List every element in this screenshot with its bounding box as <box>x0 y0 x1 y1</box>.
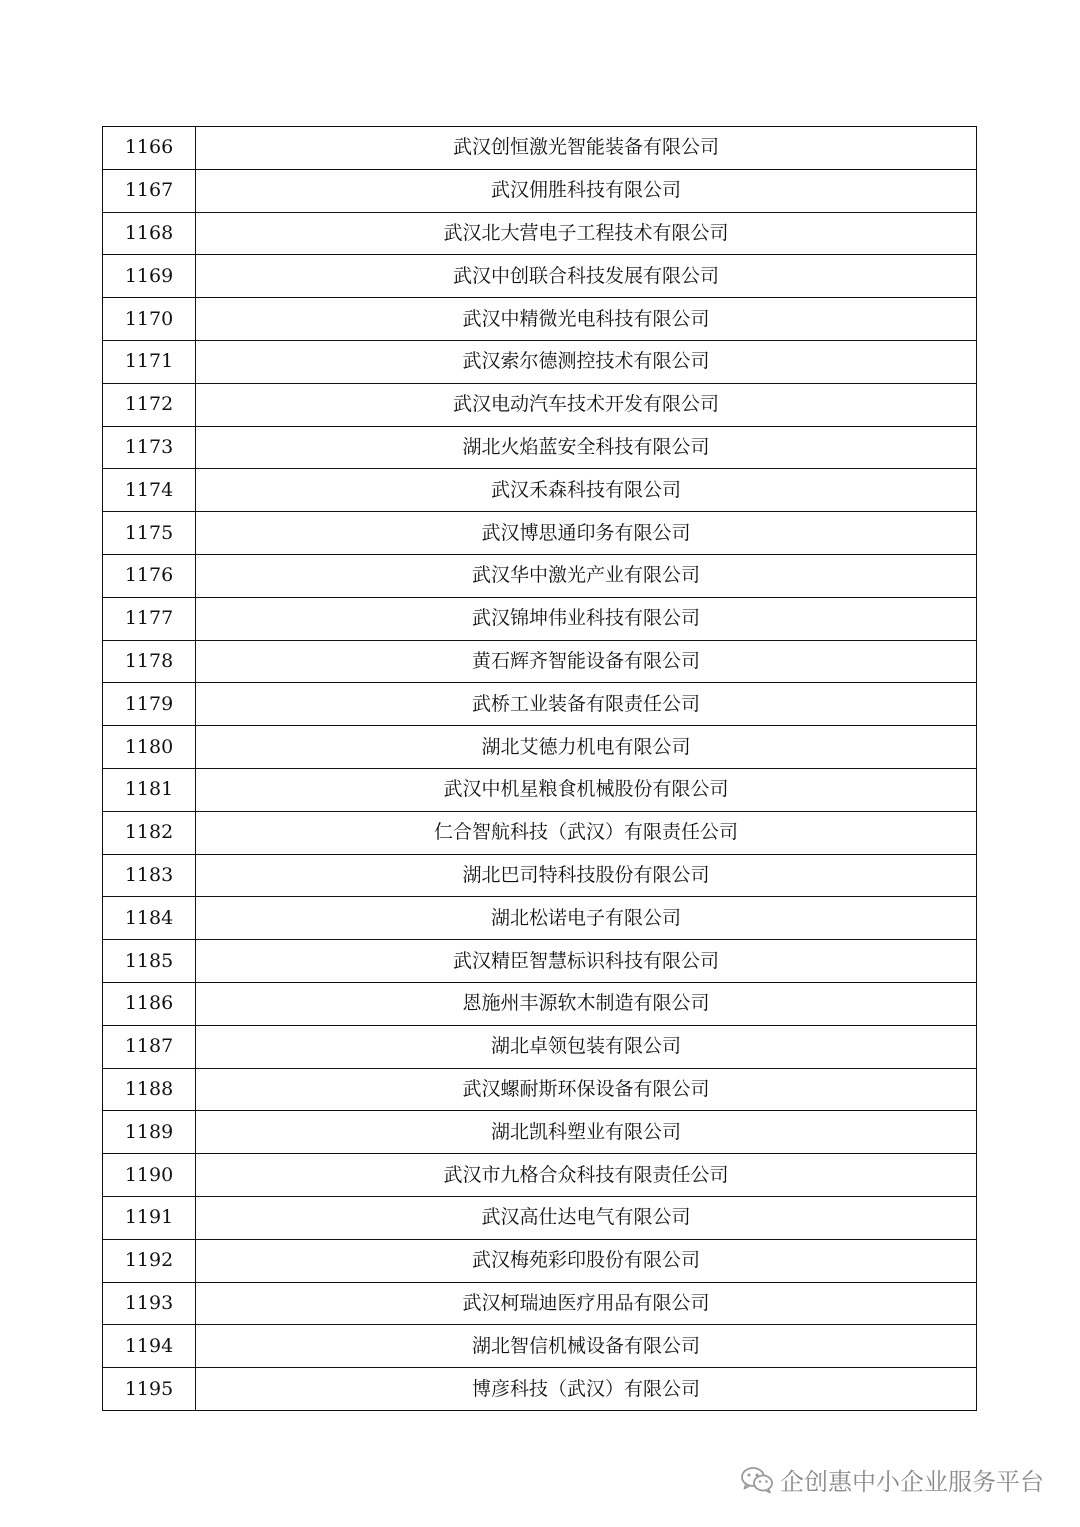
company-name: 武汉博思通印务有限公司 <box>196 512 977 555</box>
company-name: 武汉中创联合科技发展有限公司 <box>196 255 977 298</box>
row-number: 1195 <box>103 1368 196 1411</box>
row-number: 1188 <box>103 1068 196 1111</box>
company-name: 武汉电动汽车技术开发有限公司 <box>196 383 977 426</box>
row-number: 1194 <box>103 1325 196 1368</box>
table-row <box>103 1196 977 1239</box>
company-name: 武汉梅苑彩印股份有限公司 <box>196 1239 977 1282</box>
table-row <box>103 469 977 512</box>
row-number: 1175 <box>103 512 196 555</box>
row-number: 1176 <box>103 554 196 597</box>
table-row <box>103 683 977 726</box>
table-row <box>103 982 977 1025</box>
company-name: 武桥工业装备有限责任公司 <box>196 683 977 726</box>
row-number: 1177 <box>103 597 196 640</box>
table-row <box>103 426 977 469</box>
company-name: 湖北智信机械设备有限公司 <box>196 1325 977 1368</box>
table-row <box>103 1111 977 1154</box>
row-number: 1167 <box>103 169 196 212</box>
row-number: 1172 <box>103 383 196 426</box>
watermark-text: 企创惠中小企业服务平台 <box>780 1468 1044 1496</box>
table-row <box>103 640 977 683</box>
table-row <box>103 298 977 341</box>
table-row <box>103 554 977 597</box>
company-name: 湖北凯科塑业有限公司 <box>196 1111 977 1154</box>
table-row <box>103 897 977 940</box>
row-number: 1178 <box>103 640 196 683</box>
table-row <box>103 1154 977 1197</box>
table-row <box>103 811 977 854</box>
company-name: 武汉佣胜科技有限公司 <box>196 169 977 212</box>
company-name: 武汉中精微光电科技有限公司 <box>196 298 977 341</box>
row-number: 1190 <box>103 1154 196 1197</box>
table-row <box>103 726 977 769</box>
table-row <box>103 383 977 426</box>
row-number: 1183 <box>103 854 196 897</box>
company-name: 武汉柯瑞迪医疗用品有限公司 <box>196 1282 977 1325</box>
row-number: 1169 <box>103 255 196 298</box>
company-name: 武汉华中激光产业有限公司 <box>196 554 977 597</box>
table-row <box>103 1239 977 1282</box>
table-row <box>103 169 977 212</box>
row-number: 1166 <box>103 127 196 170</box>
company-name: 湖北火焰蓝安全科技有限公司 <box>196 426 977 469</box>
company-name: 武汉锦坤伟业科技有限公司 <box>196 597 977 640</box>
row-number: 1184 <box>103 897 196 940</box>
row-number: 1171 <box>103 340 196 383</box>
wechat-icon <box>740 1466 774 1494</box>
company-name: 武汉中机星粮食机械股份有限公司 <box>196 768 977 811</box>
company-name: 武汉禾森科技有限公司 <box>196 469 977 512</box>
table-row <box>103 1282 977 1325</box>
row-number: 1170 <box>103 298 196 341</box>
row-number: 1187 <box>103 1025 196 1068</box>
row-number: 1174 <box>103 469 196 512</box>
table-row <box>103 1025 977 1068</box>
table-row <box>103 1068 977 1111</box>
row-number: 1180 <box>103 726 196 769</box>
company-name: 湖北艾德力机电有限公司 <box>196 726 977 769</box>
table-row <box>103 212 977 255</box>
watermark <box>740 1462 1044 1497</box>
company-name: 武汉精臣智慧标识科技有限公司 <box>196 940 977 983</box>
company-name: 武汉创恒激光智能装备有限公司 <box>196 127 977 170</box>
company-name: 黄石辉齐智能设备有限公司 <box>196 640 977 683</box>
company-name: 湖北巴司特科技股份有限公司 <box>196 854 977 897</box>
row-number: 1186 <box>103 982 196 1025</box>
table-row <box>103 940 977 983</box>
row-number: 1182 <box>103 811 196 854</box>
company-list-table <box>102 126 977 1411</box>
company-name: 湖北卓领包装有限公司 <box>196 1025 977 1068</box>
table-row <box>103 597 977 640</box>
row-number: 1191 <box>103 1196 196 1239</box>
row-number: 1181 <box>103 768 196 811</box>
row-number: 1193 <box>103 1282 196 1325</box>
row-number: 1179 <box>103 683 196 726</box>
table-row <box>103 340 977 383</box>
company-name: 仁合智航科技（武汉）有限责任公司 <box>196 811 977 854</box>
company-name: 武汉市九格合众科技有限责任公司 <box>196 1154 977 1197</box>
row-number: 1189 <box>103 1111 196 1154</box>
company-name: 武汉螺耐斯环保设备有限公司 <box>196 1068 977 1111</box>
table-row <box>103 1325 977 1368</box>
table-row <box>103 512 977 555</box>
row-number: 1173 <box>103 426 196 469</box>
table-row <box>103 255 977 298</box>
company-name: 武汉高仕达电气有限公司 <box>196 1196 977 1239</box>
row-number: 1192 <box>103 1239 196 1282</box>
company-list-body <box>103 127 977 1411</box>
company-name: 武汉北大营电子工程技术有限公司 <box>196 212 977 255</box>
table-row <box>103 854 977 897</box>
company-name: 湖北松诺电子有限公司 <box>196 897 977 940</box>
table-row <box>103 127 977 170</box>
table-row <box>103 768 977 811</box>
company-name: 武汉索尔德测控技术有限公司 <box>196 340 977 383</box>
table-row <box>103 1368 977 1411</box>
row-number: 1168 <box>103 212 196 255</box>
row-number: 1185 <box>103 940 196 983</box>
company-name: 恩施州丰源软木制造有限公司 <box>196 982 977 1025</box>
company-name: 博彦科技（武汉）有限公司 <box>196 1368 977 1411</box>
